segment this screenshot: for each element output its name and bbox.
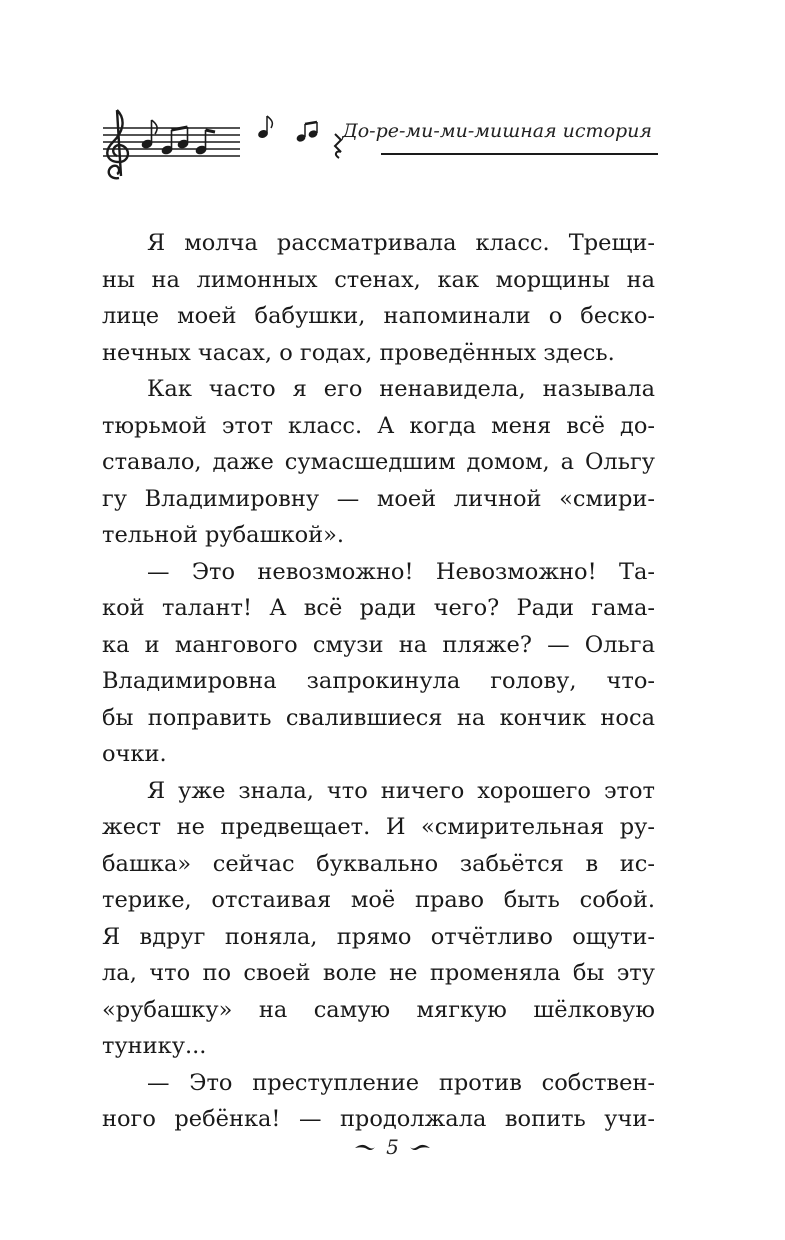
paragraph: [102, 371, 655, 554]
text-line: ставало, даже сумасшедшим домом, а Ольгу: [102, 449, 655, 475]
ornament-right-icon: [409, 1142, 431, 1152]
text-line: тельной рубашкой».: [102, 522, 345, 548]
text-line: бы поправить свалившиеся на кончик носа: [102, 704, 655, 731]
text-line: Я молча рассматривала класс. Трещи-: [147, 230, 655, 256]
text-line: ного ребёнка! — продолжала вопить учи-: [102, 1106, 655, 1132]
text-line: — Это невозможно! Невозможно! Та-: [147, 558, 655, 585]
text-line: ла, что по своей воле не променяла бы эту: [102, 960, 655, 986]
text-line: «рубашку» на самую мягкую шёлковую: [102, 996, 655, 1023]
paragraph: [102, 554, 655, 773]
header-rule: [381, 153, 658, 155]
paragraph: [102, 1065, 655, 1138]
text-line: ка и мангового смузи на пляже? — Ольга: [102, 631, 655, 658]
text-line: Я вдруг поняла, прямо отчётливо ощути-: [102, 923, 655, 950]
page-number: 5: [386, 1134, 399, 1159]
text-line: жест не предвещает. И «смирительная ру-: [102, 814, 655, 840]
text-line: Владимировна запрокинула голову, что-: [102, 668, 655, 694]
text-line: тюрьмой этот класс. А когда меня всё до-: [102, 412, 655, 439]
text-line: лице моей бабушки, напоминали о беско-: [102, 303, 655, 329]
text-line: тунику...: [102, 1033, 207, 1059]
music-staff-icon: [95, 100, 385, 190]
text-line: Я уже знала, что ничего хорошего этот: [147, 777, 655, 804]
text-line: гу Владимировну — моей личной «смири-: [102, 485, 655, 512]
text-line: нечных часах, о годах, проведённых здесь.: [102, 339, 615, 366]
text-line: терике, отстаивая моё право быть собой.: [102, 887, 655, 913]
text-line: ны на лимонных стенах, как морщины на: [102, 266, 655, 293]
body-text: [102, 225, 655, 1138]
paragraph: [102, 773, 655, 1065]
running-title: До-ре-ми-ми-мишная история: [342, 120, 652, 142]
paragraph: [102, 225, 655, 371]
ornament-left-icon: [354, 1142, 376, 1152]
text-line: кой талант! А всё ради чего? Ради гама-: [102, 595, 655, 621]
text-line: башка» сейчас буквально забьётся в ис-: [102, 850, 655, 877]
text-line: — Это преступление против собствен-: [147, 1069, 655, 1096]
page-footer: [0, 1133, 785, 1159]
text-line: очки.: [102, 741, 167, 767]
page-header: [95, 100, 660, 190]
text-line: Как часто я его ненавидела, называла: [147, 376, 655, 402]
